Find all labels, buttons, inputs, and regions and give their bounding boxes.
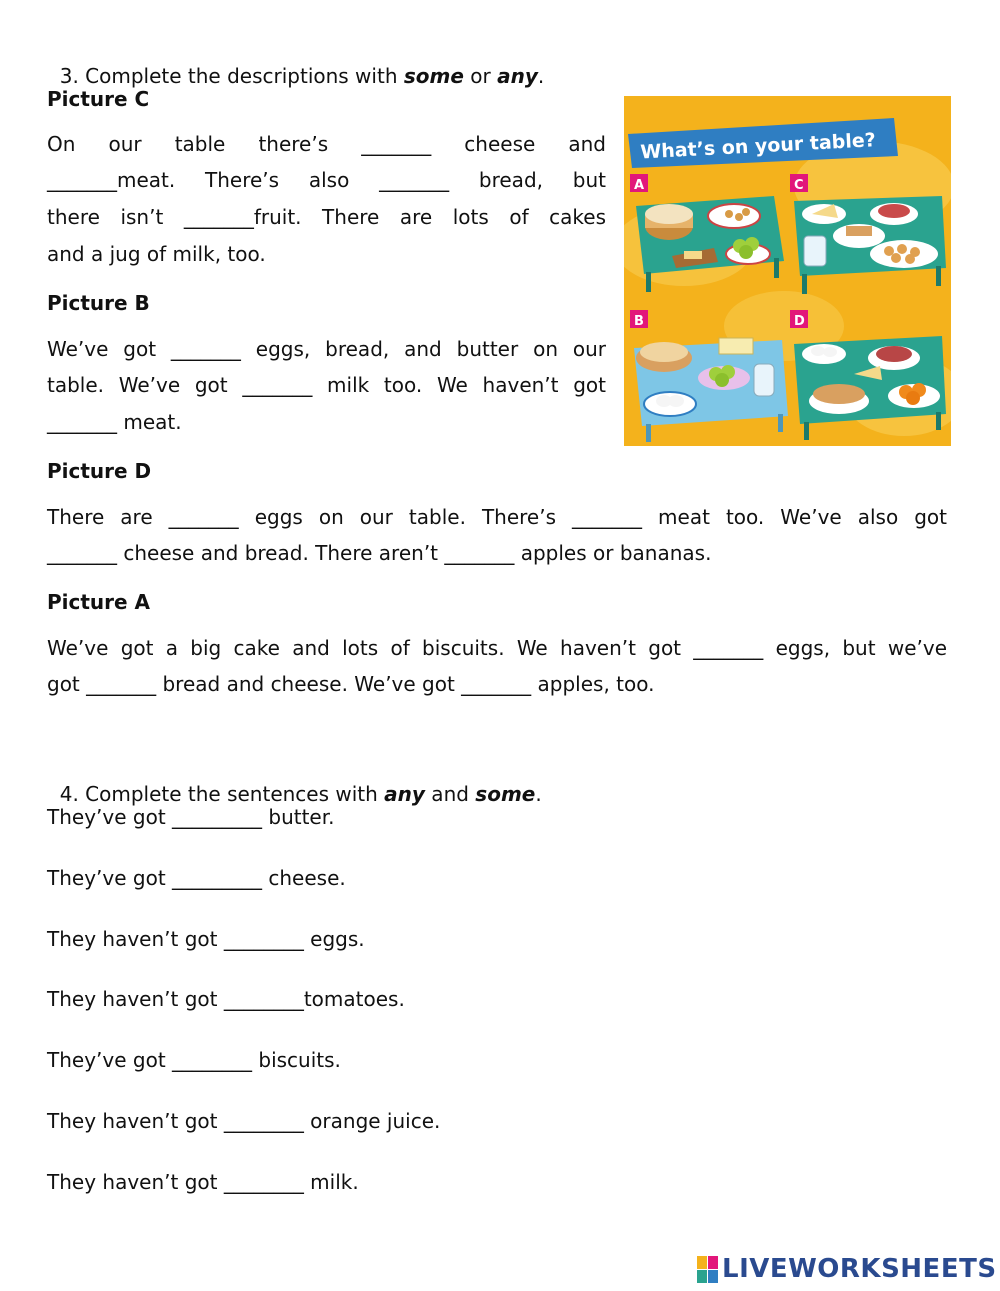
title-text: 4. Complete the sentences with (59, 782, 385, 806)
picture-b-heading: Picture B (47, 291, 150, 315)
label-b (630, 310, 648, 329)
title-text: and (424, 782, 476, 806)
picture-c-line-4: and a jug of milk, too. (47, 242, 266, 266)
keyword-some: some (475, 782, 536, 806)
exercise-3-title (47, 40, 544, 88)
sentence-6: They haven’t got ________ orange juice. (47, 1109, 441, 1133)
sentence-5: They’ve got ________ biscuits. (47, 1048, 341, 1072)
picture-c-line-3: there isn’t _______fruit. There are lots of cakes (47, 205, 606, 229)
keyword-any: any (497, 64, 538, 88)
keyword-any: any (384, 782, 425, 806)
food-tables-illustration (624, 96, 951, 446)
svg-text:C: C (794, 178, 804, 193)
keyword-some: some (403, 64, 464, 88)
picture-b-line-1: We’ve got _______ eggs, bread, and butter on our (47, 337, 606, 361)
picture-d-heading: Picture D (47, 459, 152, 483)
picture-d-line-2: _______ cheese and bread. There aren’t _______ apples or bananas. (47, 541, 712, 565)
table-b (634, 338, 788, 442)
exercise-4-title (47, 758, 542, 806)
picture-a-heading: Picture A (47, 590, 151, 614)
picture-c-line-2: _______meat. There’s also _______ bread, but (47, 168, 606, 192)
picture-c-line-1: On our table there’s _______ cheese and (47, 132, 606, 156)
sentence-4: They haven’t got ________tomatoes. (47, 987, 405, 1011)
sentence-3: They haven’t got ________ eggs. (47, 927, 365, 951)
svg-text:A: A (634, 178, 645, 193)
picture-c-heading: Picture C (47, 87, 150, 111)
picture-b-line-2: table. We’ve got _______ milk too. We haven’t got (47, 373, 606, 397)
picture-d-line-1: There are _______ eggs on our table. There’s _______ meat too. We’ve also got (47, 505, 947, 529)
liveworksheets-logo-icon (697, 1256, 719, 1284)
svg-text:D: D (794, 314, 805, 329)
illustration-svg (624, 96, 951, 446)
banner-text: What’s on your table? (639, 129, 877, 164)
title-text: . (537, 64, 545, 88)
picture-a-line-1: We’ve got a big cake and lots of biscuits. We haven’t got _______ eggs, but we’ve (47, 636, 947, 660)
picture-a-line-2: got _______ bread and cheese. We’ve got _______ apples, too. (47, 672, 655, 696)
title-text: or (463, 64, 498, 88)
liveworksheets-brand[interactable]: LIVEWORKSHEETS (722, 1254, 997, 1284)
label-a (630, 174, 648, 193)
title-text: . (535, 782, 542, 806)
label-c (790, 174, 808, 193)
sentence-1: They’ve got _________ butter. (47, 805, 335, 829)
sentence-2: They’ve got _________ cheese. (47, 866, 346, 890)
title-text: 3. Complete the descriptions with (59, 64, 404, 88)
svg-text:B: B (634, 314, 644, 329)
table-c (794, 196, 946, 294)
sentence-7: They haven’t got ________ milk. (47, 1170, 359, 1194)
label-d (790, 310, 808, 329)
picture-b-line-3: _______ meat. (47, 410, 182, 434)
